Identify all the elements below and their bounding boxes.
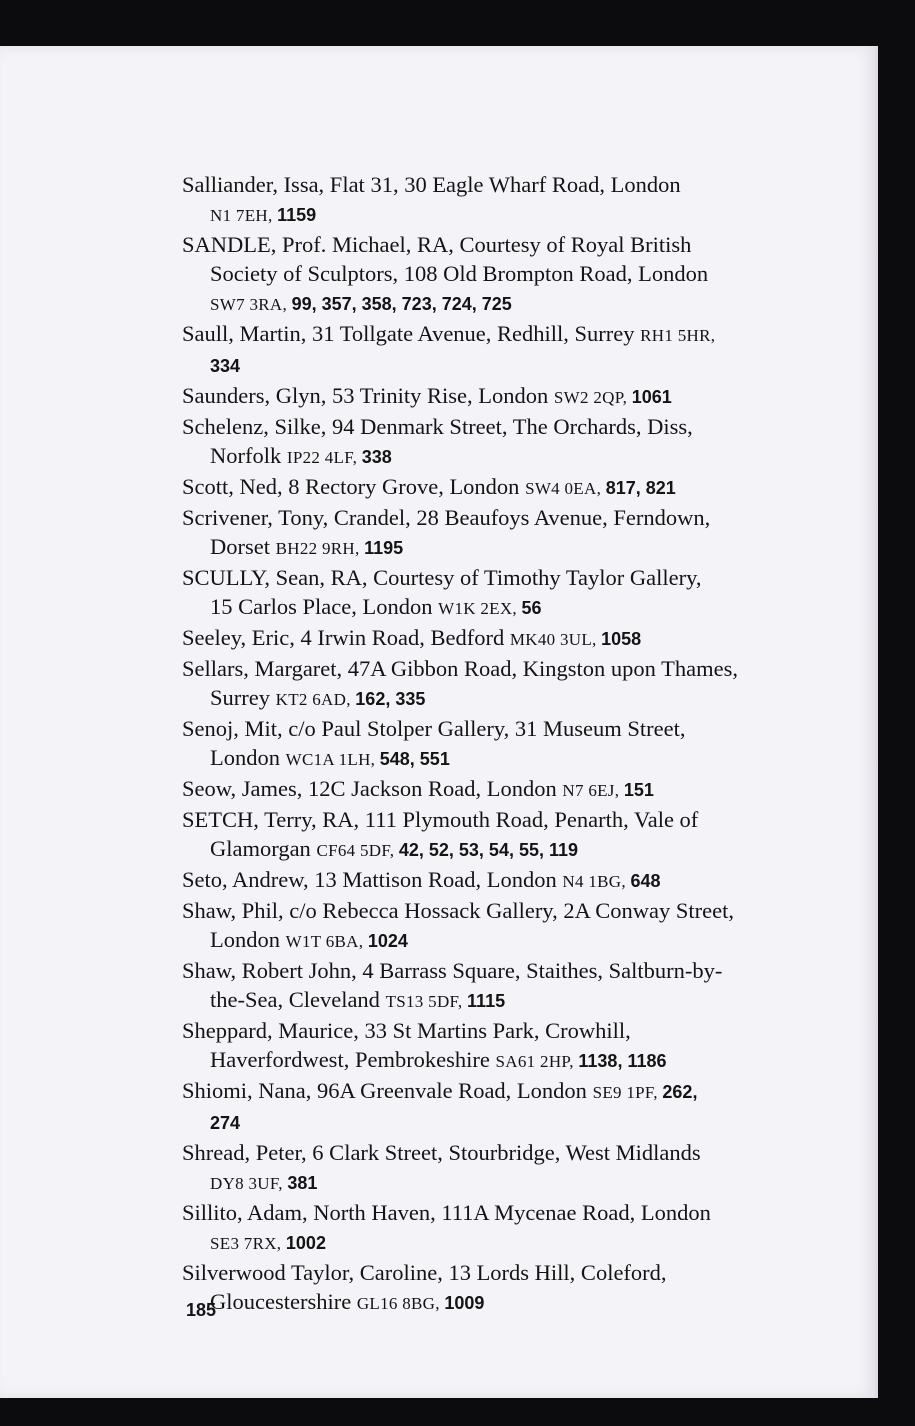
entry-name: Salliander, Issa, Flat 31, 30 Eagle Wharf Road, London: [182, 172, 681, 197]
index-entry: [182, 865, 822, 896]
entry-pages: 1002: [285, 1233, 326, 1253]
entry-pages: 56: [521, 598, 542, 618]
entry-name: Shread, Peter, 6 Clark Street, Stourbridge, West Midlands: [182, 1140, 701, 1165]
index-entry: [182, 1258, 822, 1318]
entry-postcode: KT2 6AD,: [275, 690, 356, 709]
entry-name: Shaw, Robert John, 4 Barrass Square, Staithes, Saltburn-by- the-Sea, Cleveland: [182, 958, 723, 1012]
entry-pages: 1058: [601, 629, 642, 649]
entry-pages: 1115: [467, 991, 506, 1011]
entry-postcode: SE3 7RX,: [210, 1234, 286, 1253]
entry-postcode: BH22 9RH,: [275, 539, 365, 558]
index-entry: [182, 503, 822, 563]
entry-pages: 262, 274: [210, 1082, 698, 1133]
entry-pages: 548, 551: [379, 749, 450, 769]
entry-name: SETCH, Terry, RA, 111 Plymouth Road, Penarth, Vale of Glamorgan: [182, 807, 699, 861]
entry-pages: 99, 357, 358, 723, 724, 725: [291, 294, 512, 314]
entry-postcode: IP22 4LF,: [286, 448, 362, 467]
entry-pages: 1061: [631, 387, 672, 407]
entry-name: Shiomi, Nana, 96A Greenvale Road, London: [182, 1078, 593, 1103]
index-entry: [182, 623, 822, 654]
entry-postcode: N1 7EH,: [210, 206, 278, 225]
entry-pages: 1159: [277, 205, 317, 225]
entry-name: Sheppard, Maurice, 33 St Martins Park, Crowhill, Haverfordwest, Pembrokeshire: [182, 1018, 631, 1072]
entry-pages: 1009: [444, 1293, 485, 1313]
entry-pages: 1024: [367, 931, 408, 951]
entry-postcode: DY8 3UF,: [210, 1174, 288, 1193]
page-edge: [872, 46, 878, 1398]
index-entry: [182, 956, 822, 1016]
entry-pages: 151: [623, 780, 654, 800]
entry-pages: 817, 821: [605, 478, 676, 498]
entry-name: SANDLE, Prof. Michael, RA, Courtesy of Royal British Society of Sculptors, 108 Old Brompton Road, London: [182, 232, 709, 286]
entry-name: Senoj, Mit, c/o Paul Stolper Gallery, 31 Museum Street, London: [182, 716, 686, 770]
index-entry: [182, 230, 822, 319]
entry-postcode: RH1 5HR,: [640, 326, 716, 345]
entry-name: Shaw, Phil, c/o Rebecca Hossack Gallery, 2A Conway Street, London: [182, 898, 734, 952]
index-entry: [182, 1016, 822, 1076]
entry-name: Seeley, Eric, 4 Irwin Road, Bedford: [182, 625, 510, 650]
entry-postcode: SW2 2QP,: [553, 388, 632, 407]
book-page: [0, 46, 878, 1398]
index-entry: [182, 563, 822, 623]
entry-name: Sellars, Margaret, 47A Gibbon Road, Kingston upon Thames, Surrey: [182, 656, 738, 710]
index-entry: [182, 1138, 822, 1198]
index-entry: [182, 412, 822, 472]
index-entry: [182, 472, 822, 503]
entry-name: Scrivener, Tony, Crandel, 28 Beaufoys Avenue, Ferndown, Dorset: [182, 505, 711, 559]
entry-pages: 334: [210, 356, 241, 376]
entry-postcode: W1K 2EX,: [438, 599, 522, 618]
index-entry: [182, 714, 822, 774]
entry-postcode: SW4 0EA,: [525, 479, 606, 498]
entry-postcode: SE9 1PF,: [592, 1083, 663, 1102]
index-entry: [182, 774, 822, 805]
index-entry: [182, 381, 822, 412]
entry-pages: 1138, 1186: [578, 1051, 667, 1071]
entry-postcode: N4 1BG,: [562, 872, 631, 891]
entry-name: SCULLY, Sean, RA, Courtesy of Timothy Taylor Gallery, 15 Carlos Place, London: [182, 565, 702, 619]
entry-postcode: N7 6EJ,: [562, 781, 624, 800]
entry-name: Silverwood Taylor, Caroline, 13 Lords Hill, Coleford, Gloucestershire: [182, 1260, 667, 1314]
index-entry: [182, 170, 822, 230]
index-entry: [182, 896, 822, 956]
entry-postcode: MK40 3UL,: [509, 630, 602, 649]
page-number: 185: [186, 1300, 217, 1320]
index-entries: [182, 170, 822, 1318]
index-entry: [182, 654, 822, 714]
entry-name: Schelenz, Silke, 94 Denmark Street, The Orchards, Diss, Norfolk: [182, 414, 693, 468]
entry-pages: 162, 335: [355, 689, 426, 709]
entry-postcode: SA61 2HP,: [495, 1052, 579, 1071]
entry-pages: 42, 52, 53, 54, 55, 119: [398, 840, 579, 860]
entry-postcode: TS13 5DF,: [385, 992, 468, 1011]
index-entry: [182, 319, 822, 381]
entry-name: Saunders, Glyn, 53 Trinity Rise, London: [182, 383, 554, 408]
entry-name: Scott, Ned, 8 Rectory Grove, London: [182, 474, 526, 499]
index-entry: [182, 1198, 822, 1258]
entry-name: Saull, Martin, 31 Tollgate Avenue, Redhill, Surrey: [182, 321, 641, 346]
entry-name: Seto, Andrew, 13 Mattison Road, London: [182, 867, 563, 892]
entry-postcode: CF64 5DF,: [316, 841, 399, 860]
entry-postcode: SW7 3RA,: [210, 295, 292, 314]
entry-postcode: WC1A 1LH,: [285, 750, 380, 769]
index-entry: [182, 805, 822, 865]
entry-postcode: GL16 8BG,: [356, 1294, 445, 1313]
entry-pages: 648: [630, 871, 661, 891]
entry-pages: 338: [361, 447, 392, 467]
entry-pages: 1195: [364, 538, 404, 558]
entry-postcode: W1T 6BA,: [285, 932, 368, 951]
entry-name: Sillito, Adam, North Haven, 111A Mycenae Road, London: [182, 1200, 711, 1225]
index-entry: [182, 1076, 822, 1138]
entry-name: Seow, James, 12C Jackson Road, London: [182, 776, 563, 801]
entry-pages: 381: [287, 1173, 318, 1193]
